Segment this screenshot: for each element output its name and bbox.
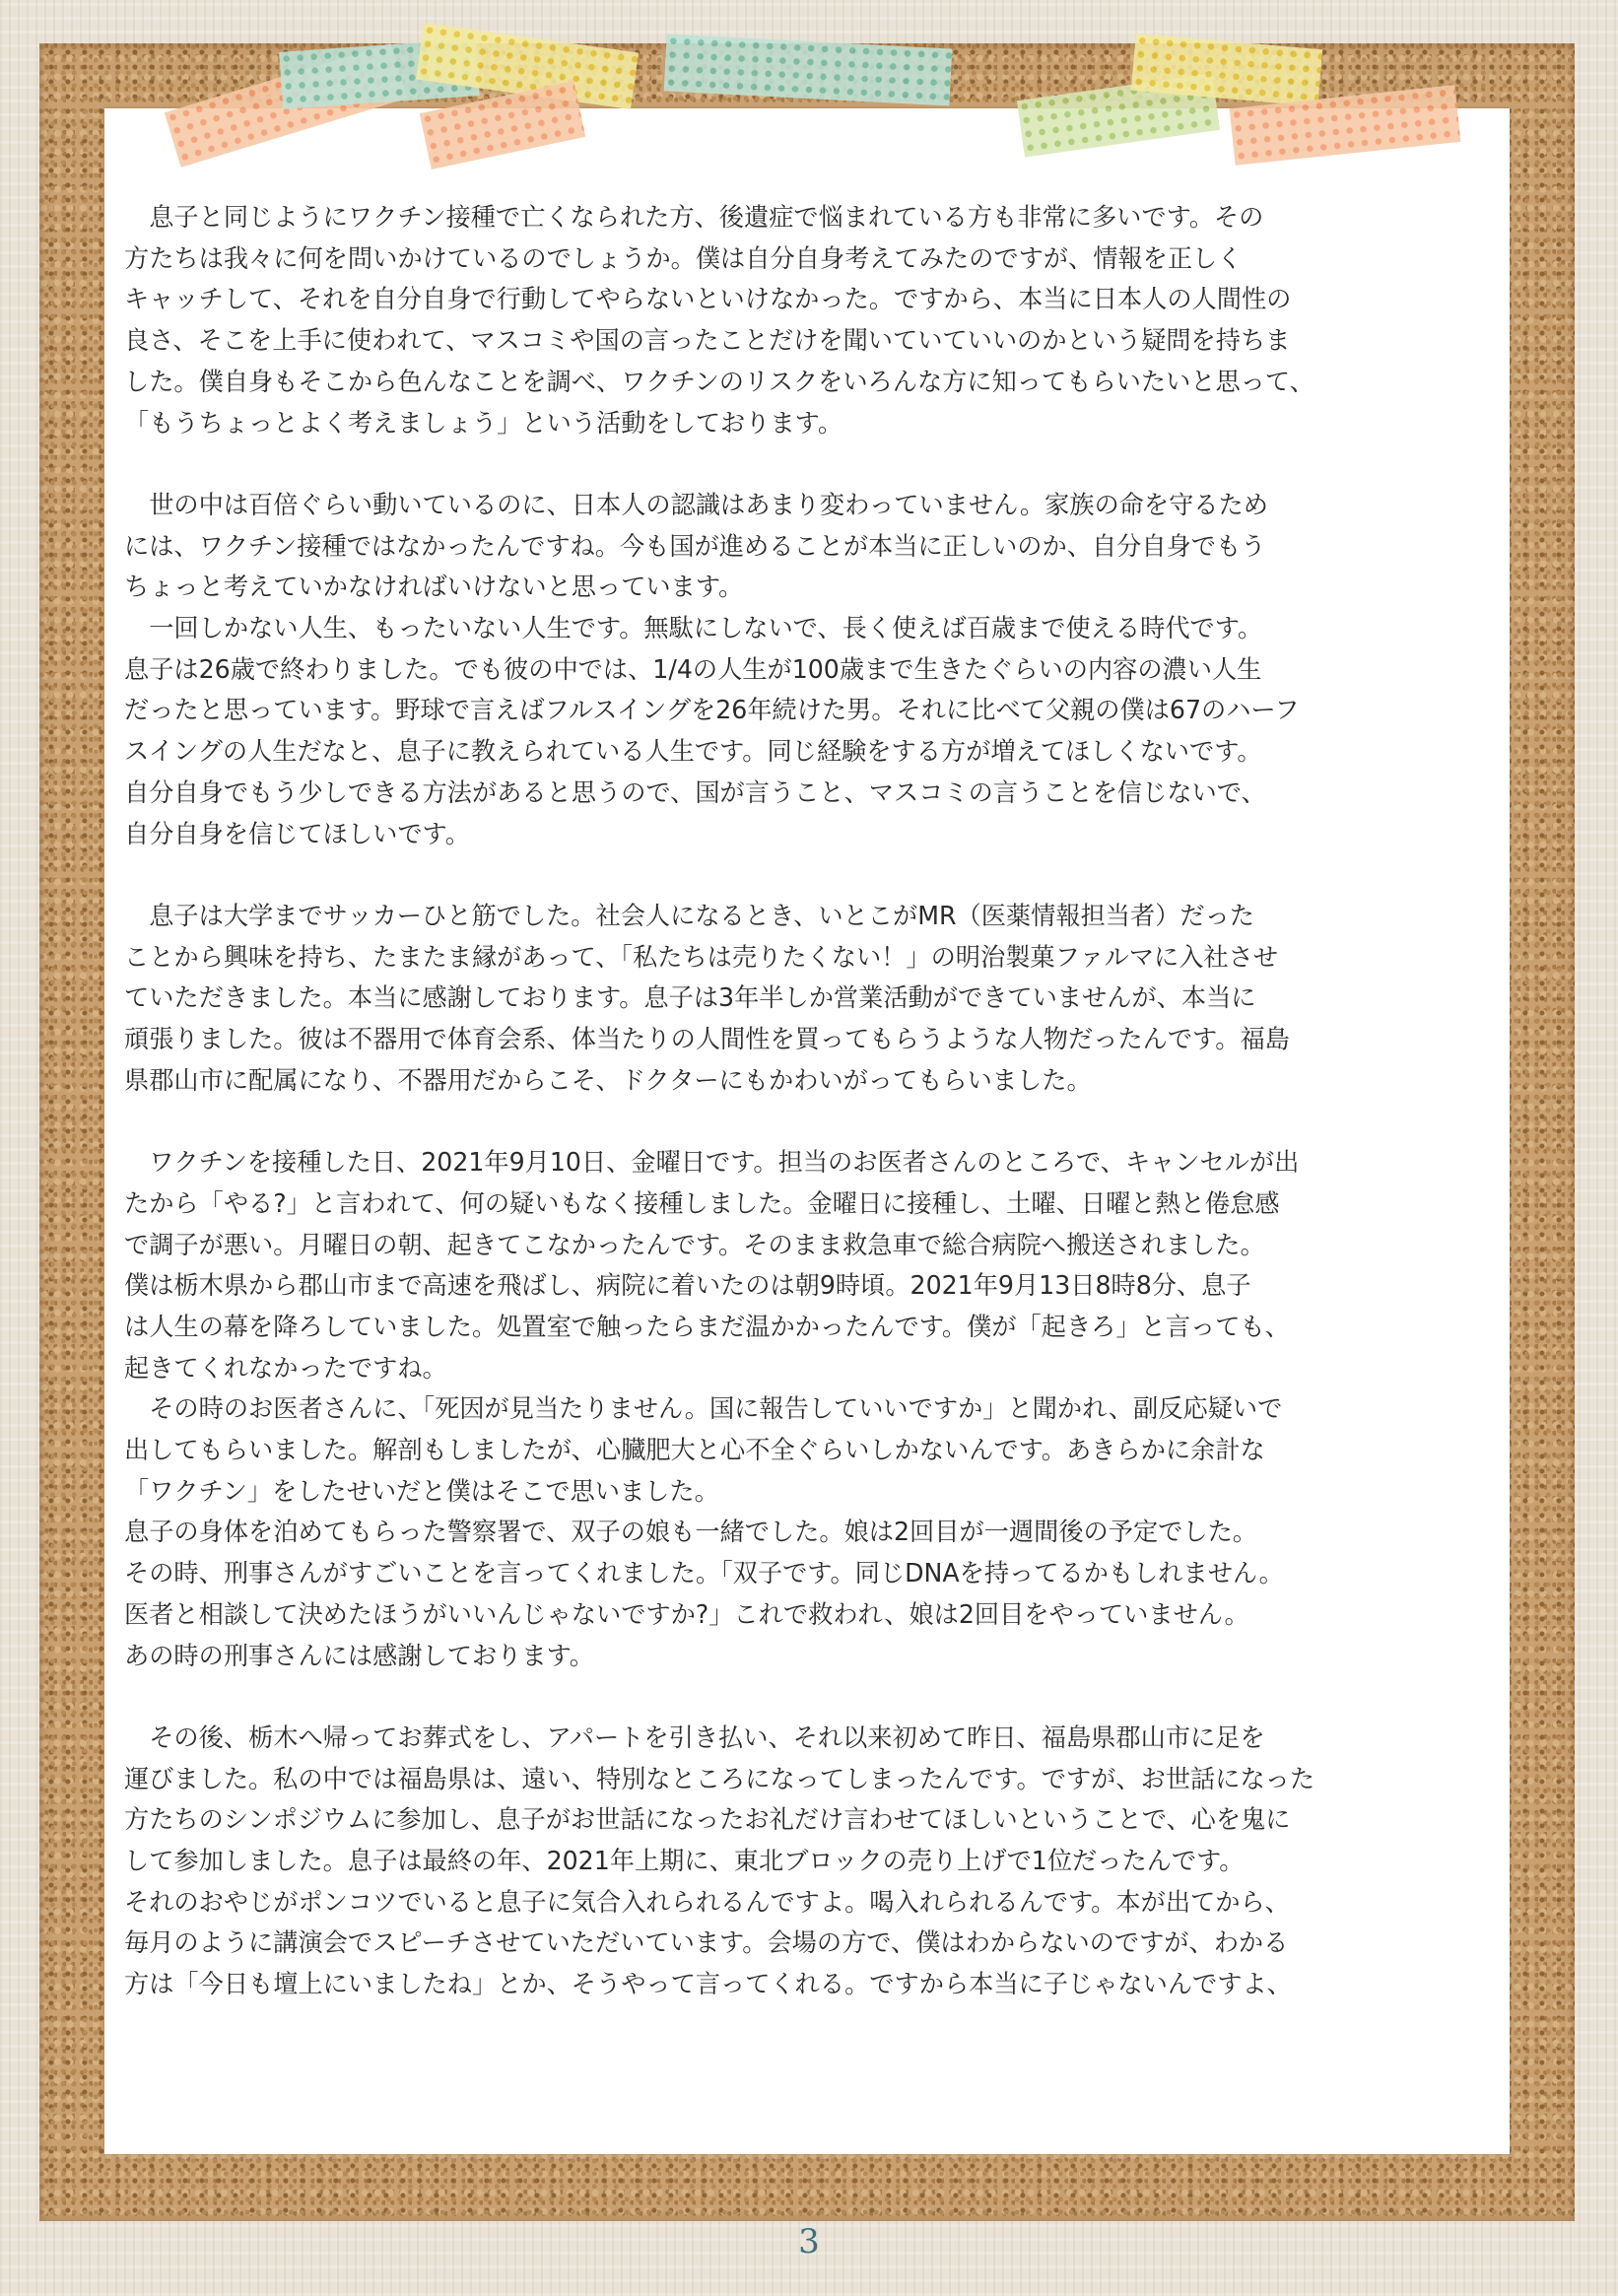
text-line: には、ワクチン接種ではなかったんですね。今も国が進めることが本当に正しいのか、自分自身でもう — [124, 530, 1266, 561]
paragraph — [124, 1142, 1504, 1676]
text-line: ちょっと考えていかなければいけないと思っています。 — [124, 572, 744, 602]
text-line: その時、刑事さんがすごいことを言ってくれました。「双子です。同じDNAを持ってるかもしれません。 — [124, 1558, 1284, 1588]
text-line: 自分自身を信じてほしいです。 — [124, 818, 470, 848]
text-line: は人生の幕を降ろしていました。処置室で触ったらまだ温かかったんです。僕が「起きろ」と言っても、 — [124, 1311, 1290, 1341]
text-line: だったと思っています。野球で言えばフルスイングを26年続けた男。それに比べて父親の僕は67のハーフ — [124, 695, 1300, 725]
text-line: 方は「今日も壇上にいましたね」とか、そうやって言ってくれる。ですから本当に子じゃないんですよ、 — [124, 1969, 1292, 1999]
text-line: ことから興味を持ち、たまたま縁があって、「私たちは売りたくない！」の明治製菓ファルマに入社させ — [124, 941, 1279, 972]
paragraph — [124, 197, 1504, 443]
text-line: スイングの人生だなと、息子に教えられている人生です。同じ経験をする方が増えてほしくないです。 — [124, 736, 1262, 767]
text-line: 一回しかない人生、もったいない人生です。無駄にしないで、長く使えば百歳まで使える時代です。 — [124, 613, 1263, 643]
text-line: 県郡山市に配属になり、不器用だからこそ、ドクターにもかわいがってもらいました。 — [124, 1064, 1092, 1095]
text-line: あの時の刑事さんには感謝しております。 — [124, 1640, 594, 1670]
text-line: キャッチして、それを自分自身で行動してやらないといけなかった。ですから、本当に日本人の人間性の — [124, 284, 1292, 314]
text-line: たから「やる?」と言われて、何の疑いもなく接種しました。金曜日に接種し、土曜、日曜と熱と倦怠感 — [124, 1187, 1280, 1218]
text-line: して参加しました。息子は最終の年、2021年上期に、東北ブロックの売り上げで1位だったんです。 — [124, 1846, 1245, 1876]
text-line: ていただきました。本当に感謝しております。息子は3年半しか営業活動ができていませんが、本当に — [124, 982, 1256, 1013]
text-line: 息子は26歳で終わりました。でも彼の中では、1/4の人生が100歳まで生きたぐらいの内容の濃い人生 — [124, 653, 1262, 684]
text-line: 世の中は百倍ぐらい動いているのに、日本人の認識はあまり変わっていません。家族の命を守るため — [124, 489, 1268, 519]
text-line: 方たちは我々に何を問いかけているのでしょうか。僕は自分自身考えてみたのですが、情報を正しく — [124, 242, 1243, 273]
text-line: 起きてくれなかったですね。 — [124, 1352, 447, 1383]
text-line: 方たちのシンポジウムに参加し、息子がお世話になったお礼だけ言わせてほしいということで、心を鬼に — [124, 1804, 1291, 1835]
text-line: その時のお医者さんに、「死因が見当たりません。国に報告していいですか」と聞かれ、副反応疑いで — [124, 1393, 1283, 1424]
text-line: 医者と相談して決めたほうがいいんじゃないですか?」これで救われ、娘は2回目をやっていません。 — [124, 1598, 1249, 1629]
page-number: 3 — [798, 2222, 820, 2262]
text-line: 僕は栃木県から郡山市まで高速を飛ばし、病院に着いたのは朝9時頃。2021年9月13日8時8分、息子 — [124, 1270, 1251, 1301]
text-line: 息子は大学までサッカーひと筋でした。社会人になるとき、いとこがMR（医薬情報担当者）だった — [124, 900, 1255, 930]
text-line: 「もうちょっとよく考えましょう」という活動をしております。 — [124, 407, 843, 438]
text-line: 出してもらいました。解剖もしましたが、心臓肥大と心不全ぐらいしかないんです。あきらかに余計な — [124, 1435, 1265, 1465]
paragraph — [124, 485, 1504, 854]
text-line: 毎月のように講演会でスピーチさせていただいています。会場の方で、僕はわからないのですが、わかる — [124, 1927, 1289, 1958]
text-line: 「ワクチン」をしたせいだと僕はそこで思いました。 — [124, 1475, 719, 1506]
text-line: その後、栃木へ帰ってお葬式をし、アパートを引き払い、それ以来初めて昨日、福島県郡山市に足を — [124, 1722, 1265, 1752]
text-line: 頑張りました。彼は不器用で体育会系、体当たりの人間性を買ってもらうような人物だったんです。福島 — [124, 1024, 1290, 1054]
paragraph — [124, 1718, 1504, 2005]
text-line: で調子が悪い。月曜日の朝、起きてこなかったんです。そのまま救急車で総合病院へ搬送されました。 — [124, 1229, 1265, 1259]
text-line: 良さ、そこを上手に使われて、マスコミや国の言ったことだけを聞いていていいのかという疑問を持ちま — [124, 325, 1291, 356]
text-line: 息子と同じようにワクチン接種で亡くなられた方、後遺症で悩まれている方も非常に多いです。その — [124, 202, 1264, 232]
text-line: ワクチンを接種した日、2021年9月10日、金曜日です。担当のお医者さんのところで、キャンセルが出 — [124, 1147, 1300, 1178]
article-body — [124, 197, 1504, 2047]
text-line: 自分自身でもう少しできる方法があると思うので、国が言うこと、マスコミの言うことを信じないで、 — [124, 777, 1266, 807]
text-line: 運びました。私の中では福島県は、遠い、特別なところになってしまったんです。ですが、お世話になった — [124, 1763, 1315, 1793]
text-line: した。僕自身もそこから色んなことを調べ、ワクチンのリスクをいろんな方に知ってもらいたいと思って、 — [124, 366, 1315, 396]
text-line: 息子の身体を泊めてもらった警察署で、双子の娘も一緒でした。娘は2回目が一週間後の予定でした。 — [124, 1517, 1258, 1547]
paragraph — [124, 896, 1504, 1102]
text-line: それのおやじがポンコツでいると息子に気合入れられるんですよ。喝入れられるんです。本が出てから、 — [124, 1886, 1290, 1917]
